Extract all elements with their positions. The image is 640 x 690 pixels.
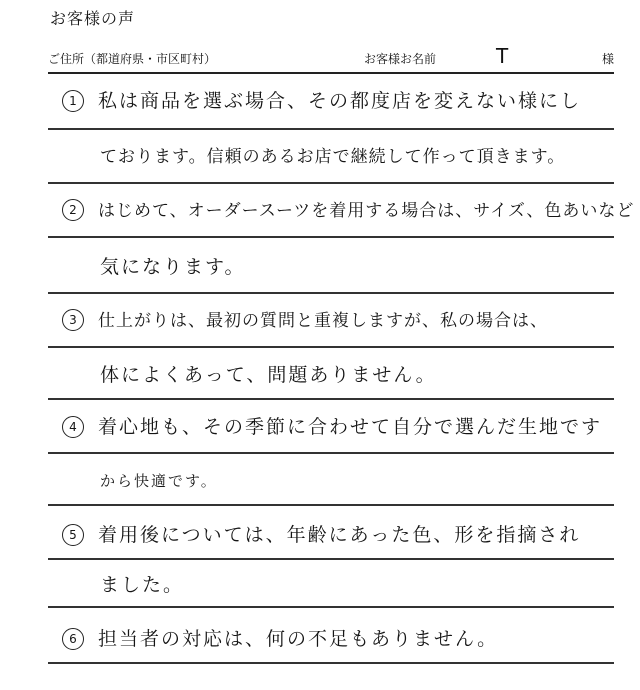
answer-6-line-1 bbox=[62, 624, 498, 651]
ruled-line bbox=[48, 606, 614, 608]
ruled-line bbox=[48, 292, 614, 294]
ruled-line bbox=[48, 558, 614, 560]
answer-5-line-2: ました。 bbox=[100, 574, 185, 596]
answer-number-3: 3 bbox=[62, 309, 84, 331]
answer-1-line-2: ております。信頼のあるお店で継続して作って頂きます。 bbox=[100, 147, 566, 167]
ruled-line bbox=[48, 346, 614, 348]
answer-4-line-1 bbox=[62, 412, 602, 439]
ruled-line bbox=[48, 452, 614, 454]
answer-number-1: 1 bbox=[62, 90, 84, 112]
answer-text: 担当者の対応は、何の不足もありません。 bbox=[98, 628, 499, 650]
answer-number-2: 2 bbox=[62, 199, 84, 221]
answer-number-4: 4 bbox=[62, 416, 84, 438]
ruled-line bbox=[48, 128, 614, 130]
answer-text: 仕上がりは、最初の質問と重複しますが、私の場合は、 bbox=[98, 311, 548, 331]
answer-text: 私は商品を選ぶ場合、その都度店を変えない様にし bbox=[98, 90, 582, 112]
address-label: ご住所（都道府県・市区町村） bbox=[48, 52, 217, 66]
ruled-line bbox=[48, 398, 614, 400]
answer-2-line-2: 気になります。 bbox=[100, 256, 246, 278]
answer-2-line-1 bbox=[62, 196, 634, 221]
name-value: T bbox=[496, 44, 509, 68]
answer-4-line-2: から快適です。 bbox=[100, 472, 218, 490]
answer-number-6: 6 bbox=[62, 628, 84, 650]
answer-5-line-1 bbox=[62, 520, 580, 547]
answer-3-line-2: 体によくあって、問題ありません。 bbox=[100, 364, 437, 386]
answer-1-line-1 bbox=[62, 86, 581, 113]
answer-3-line-1 bbox=[62, 306, 548, 331]
ruled-line bbox=[48, 504, 614, 506]
answer-text: 着用後については、年齢にあった色、形を指摘され bbox=[98, 524, 581, 546]
ruled-line bbox=[48, 236, 614, 238]
name-label: お客様お名前 bbox=[364, 52, 437, 66]
answer-number-5: 5 bbox=[62, 524, 84, 546]
ruled-line bbox=[48, 182, 614, 184]
page-title: お客様の声 bbox=[50, 9, 136, 28]
customer-header bbox=[48, 46, 614, 70]
ruled-line bbox=[48, 662, 614, 664]
answer-text: 着心地も、その季節に合わせて自分で選んだ生地です bbox=[98, 416, 603, 438]
answer-text: はじめて、オーダースーツを着用する場合は、サイズ、色あいなど bbox=[98, 201, 635, 221]
header-divider bbox=[48, 72, 614, 74]
honorific-suffix: 様 bbox=[601, 52, 614, 66]
